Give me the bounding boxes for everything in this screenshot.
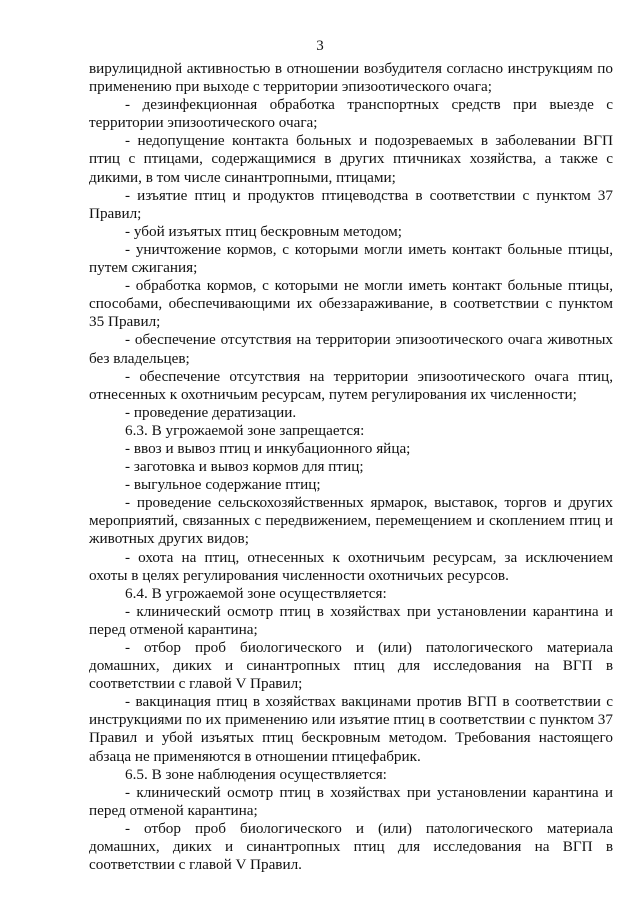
paragraph: - ввоз и вывоз птиц и инкубационного яйца;: [125, 439, 411, 457]
paragraph: - обеспечение отсутствия на территории эпизоотического очага животных без владельцев;: [89, 331, 613, 367]
paragraph: - дезинфекционная обработка транспортных средств при выезде с территории эпизоотического очага;: [89, 96, 613, 132]
paragraph: - заготовка и вывоз кормов для птиц;: [125, 458, 364, 476]
paragraph: вирулицидной активностью в отношении возбудителя согласно инструкциям по применению при выходе с территории эпизоотического очага;: [89, 60, 613, 96]
section-heading: 6.3. В угрожаемой зоне запрещается:: [125, 421, 365, 439]
document-body: [89, 60, 613, 874]
paragraph: - клинический осмотр птиц в хозяйствах при установлении карантина и перед отменой карантина;: [89, 783, 613, 819]
section-heading: 6.5. В зоне наблюдения осуществляется:: [125, 765, 387, 783]
paragraph: - отбор проб биологического и (или) патологического материала домашних, диких и синантропных птиц для исследования на ВГП в соответствии с главой V Правил.: [89, 819, 613, 874]
paragraph: - клинический осмотр птиц в хозяйствах при установлении карантина и перед отменой карантина;: [89, 602, 613, 638]
paragraph: - обеспечение отсутствия на территории эпизоотического очага птиц, отнесенных к охотничьим ресурсам, путем регулирования их численности;: [89, 367, 613, 403]
paragraph: - уничтожение кормов, с которыми могли иметь контакт больные птицы, путем сжигания;: [89, 240, 613, 277]
section-heading: 6.4. В угрожаемой зоне осуществляется:: [125, 584, 387, 602]
paragraph: - отбор проб биологического и (или) патологического материала домашних, диких и синантропных птиц для исследования на ВГП в соответствии с главой V Правил;: [89, 639, 613, 693]
paragraph: - проведение сельскохозяйственных ярмарок, выставок, торгов и других мероприятий, связанных с передвижением, перемещением и скоплением птиц и животных других видов;: [89, 494, 613, 548]
paragraph: - изъятие птиц и продуктов птицеводства в соответствии с пунктом 37 Правил;: [89, 186, 613, 222]
paragraph: - выгульное содержание птиц;: [125, 476, 321, 494]
paragraph: - обработка кормов, с которыми не могли иметь контакт больные птицы, способами, обеспечивающими их обеззараживание, в соответствии с пунктом 35 Правил;: [89, 277, 613, 331]
paragraph: - вакцинация птиц в хозяйствах вакцинами против ВГП в соответствии с инструкциями по их применению или изъятие птиц в соответствии с пунктом 37 Правил и убой изъятых птиц бескровным методом. Требования настоящего абзаца не применяются в отношении птицефабрик.: [89, 693, 613, 765]
page-number: 3: [316, 38, 324, 54]
paragraph: - охота на птиц, отнесенных к охотничьим ресурсам, за исключением охоты в целях регулирования численности охотничьих ресурсов.: [89, 548, 613, 584]
paragraph: - недопущение контакта больных и подозреваемых в заболевании ВГП птиц с птицами, содержащимися в других птичниках хозяйства, а также с дикими, в том числе синантропными, птицами;: [89, 132, 613, 186]
paragraph: - убой изъятых птиц бескровным методом;: [125, 222, 402, 240]
paragraph: - проведение дератизации.: [125, 403, 297, 421]
